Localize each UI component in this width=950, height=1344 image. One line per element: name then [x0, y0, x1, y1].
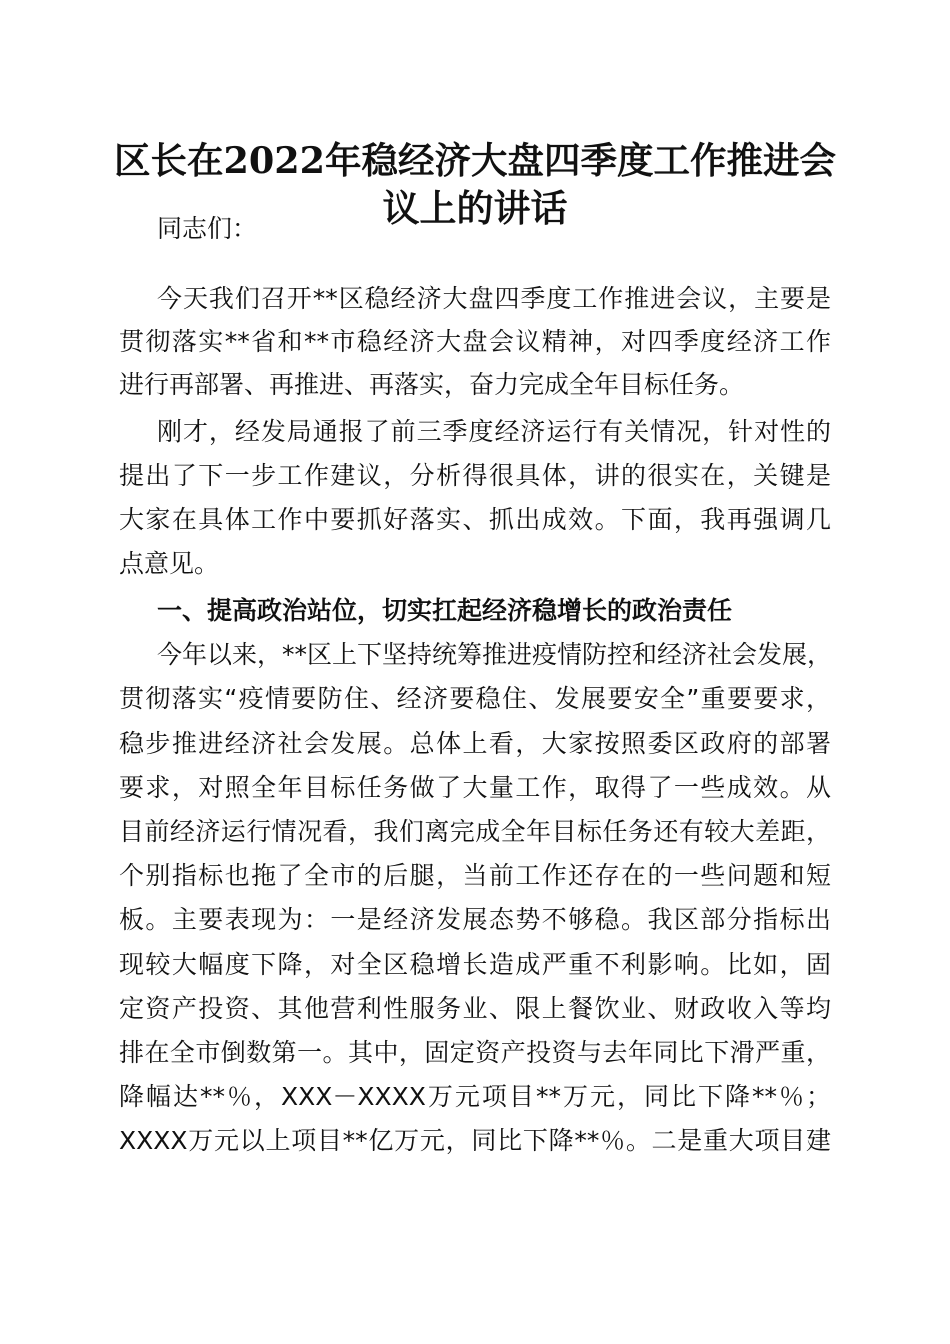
paragraph-3-line: 个别指标也拖了全市的后腿，当前工作还存在的一些问题和短 — [119, 861, 831, 890]
paragraph-3-line: 现较大幅度下降，对全区稳增长造成严重不利影响。比如，固 — [119, 950, 831, 979]
paragraph-3-line: 板。主要表现为：一是经济发展态势不够稳。我区部分指标出 — [119, 905, 831, 934]
section-heading-1: 一、提高政治站位，切实扛起经济稳增长的政治责任 — [157, 596, 733, 625]
paragraph-3-line: 降幅达**％，XXX－XXXX万元项目**万元，同比下降**％； — [119, 1082, 831, 1111]
paragraph-3-line: 排在全市倒数第一。其中，固定资产投资与去年同比下滑严重， — [119, 1038, 831, 1067]
paragraph-2-line: 点意见。 — [119, 549, 220, 578]
paragraph-2-line: 提出了下一步工作建议，分析得很具体，讲的很实在，关键是 — [119, 461, 831, 490]
paragraph-3-line: 今年以来，**区上下坚持统筹推进疫情防控和经济社会发展， — [157, 640, 833, 669]
document-title-line-2: 议上的讲话 — [382, 186, 568, 230]
paragraph-3-line: 稳步推进经济社会发展。总体上看，大家按照委区政府的部署 — [119, 729, 831, 758]
paragraph-3-line: 贯彻落实“疫情要防住、经济要稳住、发展要安全”重要要求， — [119, 684, 831, 713]
paragraph-2-line: 刚才，经发局通报了前三季度经济运行有关情况，针对性的 — [157, 417, 831, 446]
paragraph-3-line: 定资产投资、其他营利性服务业、限上餐饮业、财政收入等均 — [119, 994, 831, 1023]
paragraph-1-line: 贯彻落实**省和**市稳经济大盘会议精神，对四季度经济工作 — [119, 327, 831, 356]
paragraph-3-line: XXXX万元以上项目**亿万元，同比下降**％。二是重大项目建 — [119, 1126, 831, 1155]
document-title-line-1: 区长在2022年稳经济大盘四季度工作推进会 — [113, 139, 837, 182]
paragraph-2-line: 大家在具体工作中要抓好落实、抓出成效。下面，我再强调几 — [119, 505, 831, 534]
paragraph-1-line: 进行再部署、再推进、再落实，奋力完成全年目标任务。 — [119, 370, 745, 399]
paragraph-3-line: 目前经济运行情况看，我们离完成全年目标任务还有较大差距， — [119, 817, 831, 846]
paragraph-3-line: 要求，对照全年目标任务做了大量工作，取得了一些成效。从 — [119, 773, 831, 802]
salutation: 同志们： — [157, 214, 258, 243]
paragraph-1-line: 今天我们召开**区稳经济大盘四季度工作推进会议，主要是 — [157, 284, 831, 313]
